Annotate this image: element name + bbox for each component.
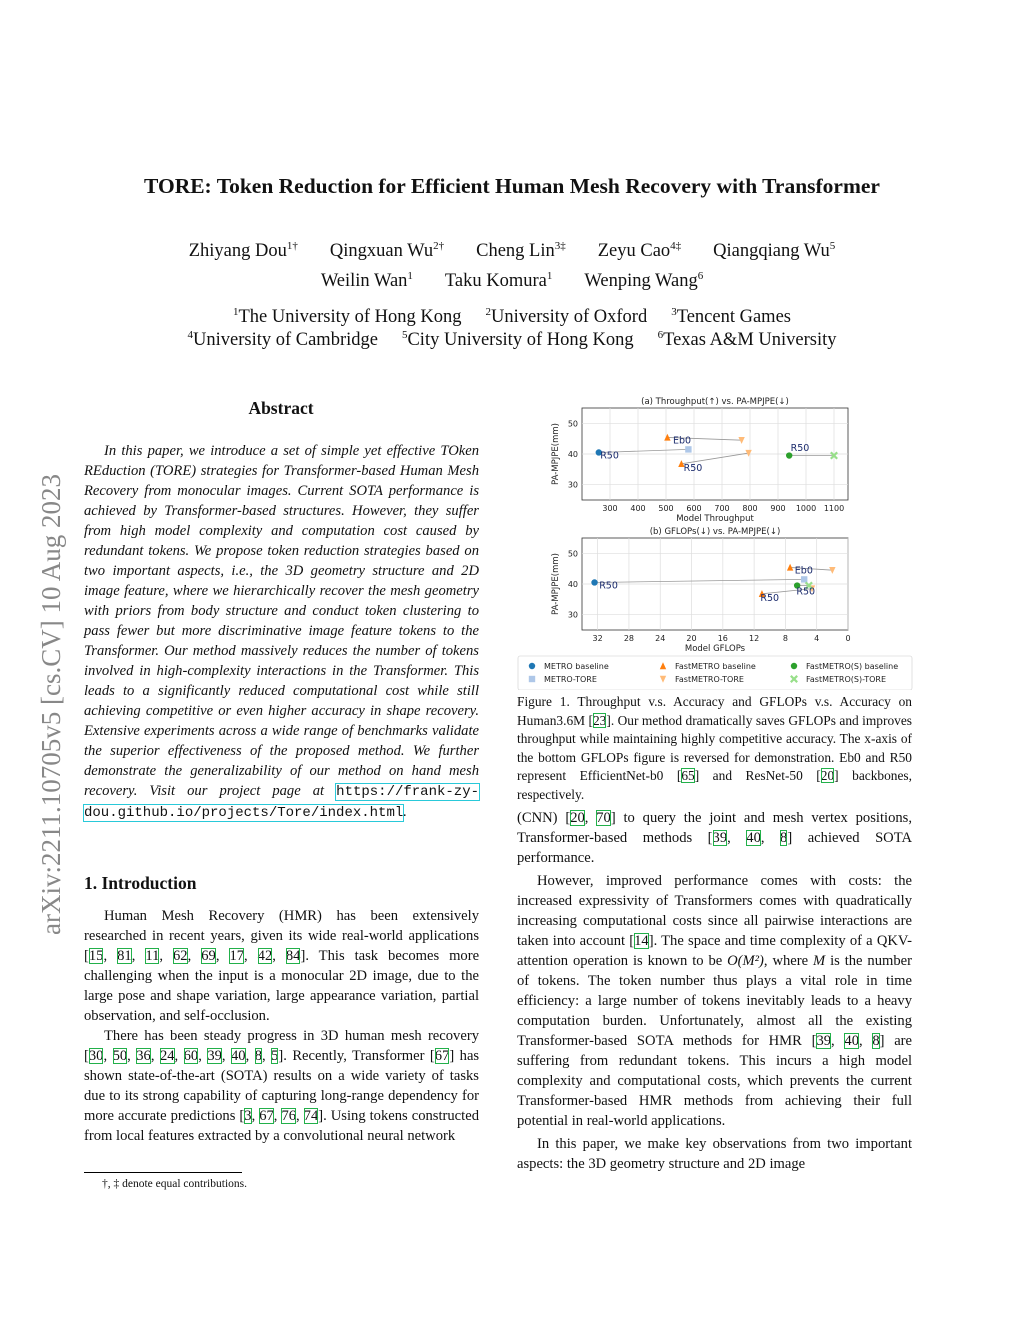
figure-1 [510,390,920,690]
citation-link[interactable]: 24 [159,1048,175,1064]
right-paragraph-1: (CNN) [20, 70] to query the joint and mesh vertex positions, Transformer-based methods [39, 40, 8] achieved SOTA performance. [517,810,913,866]
x-tick-label: 8 [782,634,788,643]
citation-link[interactable]: 40 [844,1033,859,1049]
x-tick-label: 20 [686,634,697,643]
y-tick-label: 30 [567,610,578,620]
footnote: †, ‡ denote equal contributions. [102,1178,247,1190]
introduction-body [84,906,479,1146]
citation-link[interactable]: 39 [712,830,728,846]
x-tick-label: 1100 [823,504,845,513]
x-tick-label: 1000 [795,504,817,513]
affiliations-line-1 [0,306,1024,328]
affiliation: $^1$The University of Hong Kong [233,306,462,328]
y-tick-label: 30 [567,480,578,490]
citation-link[interactable]: 14 [634,933,649,949]
author: Wenping Wang$^6$ [584,270,704,292]
x-tick-label: 16 [717,634,728,643]
y-tick-label: 50 [567,549,578,559]
citation-link[interactable]: 3 [244,1108,252,1124]
author: Zhiyang Dou$^{1\dagger}$ [188,240,298,262]
citation-link[interactable]: 8 [872,1033,880,1049]
citation-link[interactable]: 8 [254,1048,262,1064]
citation-link[interactable]: 40 [746,830,761,846]
citation-link[interactable]: 69 [201,948,216,964]
backbone-annotation: R50 [600,450,619,462]
authors-line-1 [0,240,1024,262]
y-tick-label: 50 [567,419,578,429]
x-tick-label: 12 [749,634,760,643]
legend-entry: FastMETRO baseline [675,662,756,671]
affiliation: $^2$University of Oxford [485,306,648,328]
x-tick-label: 600 [686,504,702,513]
x-tick-label: 0 [845,634,851,643]
paper-title: TORE: Token Reduction for Efficient Human Mesh Recovery with Transformer [144,174,880,198]
authors-line-2 [0,270,1024,292]
chart-title: (b) GFLOPs(↓) vs. PA-MPJPE(↓) [649,527,781,537]
x-tick-label: 900 [770,504,786,513]
backbone-annotation: R50 [760,592,780,604]
figure-1-plots [510,390,920,690]
citation-link[interactable]: 36 [136,1048,151,1064]
citation-link[interactable]: 70 [596,810,611,826]
backbone-annotation: R50 [796,586,816,598]
citation-link[interactable]: 74 [303,1108,319,1124]
x-tick-label: 500 [658,504,674,513]
legend-entry: METRO baseline [544,662,609,671]
affiliation: $^5$City University of Hong Kong [401,329,634,351]
x-tick-label: 300 [602,504,618,513]
author: Cheng Lin$^{3\ddagger}$ [476,240,566,262]
citation-link[interactable]: 5 [271,1048,279,1064]
x-tick-label: 28 [623,634,635,643]
y-axis-label: PA-MPJPE(mm) [551,423,561,485]
affiliation: $^6$Texas A&M University [657,329,837,351]
citation-link[interactable]: 67 [434,1048,450,1064]
legend-entry: FastMETRO-TORE [675,675,744,684]
introduction-heading: 1. Introduction [84,873,197,893]
citation-link[interactable]: 17 [229,948,245,964]
abstract-body: In this paper, we introduce a set of simple yet effective TOken REduction (TORE) strategies for Transformer-based Human Mesh Recovery from monocular images. Current SOTA performance is achieved by Transformer-based structures. However, they suffer from high model complexity and computation cost caused by redundant tokens. We propose token reduction strategies based on two important aspects, i.e., the 3D geometry structure and 2D image feature, where we hierarchically recover the mesh geometry with priors from body structure and conduct token clustering to pass fewer but more discriminative image feature tokens to the Transformer. Our method massively reduces the number of tokens involved in high-complexity interactions in the Transformer. This leads to a significantly reduced computational cost while still achieving competitive or even higher accuracy in shape recovery. Extensive experiments across a wide range of benchmarks validate the superior effectiveness of the proposed method. We further demonstrate the generalizability of our method on hand mesh recovery. Visit our project page at https://frank-zy-dou.github.io/projects/Tore/index.html. [84,443,479,821]
legend-entry: FastMETRO(S) baseline [806,662,899,671]
data-point [791,663,797,669]
author: Zeyu Cao$^{4\ddagger}$ [597,240,682,262]
citation-link[interactable]: 8 [780,830,788,846]
legend-entry: FastMETRO(S)-TORE [806,675,887,684]
citation-link[interactable]: 50 [112,1048,128,1064]
x-tick-label: 400 [630,504,646,513]
backbone-annotation: R50 [599,580,618,592]
abstract-heading: Abstract [248,398,314,418]
citation-link[interactable]: 40 [231,1048,246,1064]
intro-paragraph-2: There has been steady progress in 3D human mesh recovery [30, 50, 36, 24, 60, 39, 40, 8, 5]. Recently, Transformer [67] has shown state-of-the-art (SOTA) results on a wide variety of tasks due to its strong capability of capturing long-range dependency for more accurate predictions [3, 67, 76, 74]. Using tokens constructed from local features extracted by a convolutional neural network [84,1028,480,1144]
citation-link[interactable]: 84 [285,948,301,964]
citation-link[interactable]: 81 [117,948,132,964]
data-point [529,676,535,682]
y-tick-label: 40 [567,450,578,459]
x-axis-label: Model GFLOPs [684,644,746,654]
citation-link[interactable]: 76 [281,1108,297,1124]
y-tick-label: 40 [567,580,578,589]
citation-link[interactable]: 62 [173,948,188,964]
citation-link[interactable]: 42 [257,948,273,964]
x-tick-label: 700 [714,504,730,513]
author: Taku Komura$^1$ [444,270,553,292]
citation-link[interactable]: 39 [816,1033,832,1049]
x-tick-label: 24 [655,634,666,643]
math-expression: O(M²) [727,953,764,969]
backbone-annotation: Eb0 [673,435,692,447]
figure-1-caption: Figure 1. Throughput v.s. Accuracy and GFLOPs v.s. Accuracy on Human3.6M [23]. Our method dramatically saves GFLOPs and improves throughput while maintaining highly competitive accuracy. The x-axis of the bottom GFLOPs figure is reversed for demonstration. Eb0 and R50 represent EfficientNet-b0 [65] and ResNet-50 [20] backbones, respectively. [517,694,913,802]
citation-link[interactable]: 30 [88,1048,104,1064]
affiliation: $^3$Tencent Games [671,306,791,328]
backbone-annotation: Eb0 [794,565,813,577]
citation-link[interactable]: 20 [570,810,585,826]
backbone-annotation: R50 [790,442,810,454]
x-axis-label: Model Throughput [676,514,754,524]
arxiv-identifier [20,345,78,945]
right-paragraph-3: In this paper, we make key observations from two important aspects: the 3D geometry structure and 2D image [517,1136,912,1172]
right-column-body [517,808,912,1174]
author: Qingxuan $Wu^{2\dagger}$ [329,240,445,262]
arxiv-identifier-text: arXiv:2211.10705v5 [cs.CV] 10 Aug 2023 [36,474,66,935]
data-point [591,579,597,585]
author: Weilin Wan$^1$ [320,270,413,292]
citation-link[interactable]: 15 [88,948,104,964]
citation-link[interactable]: 60 [183,1048,199,1064]
math-expression: M [813,953,826,969]
data-point [685,446,691,452]
x-tick-label: 32 [592,634,603,643]
citation-link[interactable]: 11 [145,948,160,964]
legend-entry: METRO-TORE [544,675,597,684]
x-tick-label: 800 [742,504,758,513]
chart-title: (a) Throughput(↑) vs. PA-MPJPE(↓) [641,397,789,407]
abstract-text: In this paper, we introduce a set of simple yet effective TOken REduction (TORE) strategies for Transformer-based Human Mesh Recovery from monocular images. Current SOTA performance is achieved by Transformer-based structures. However, they suffer from high model complexity and computation cost caused by redundant tokens. We propose token reduction strategies based on two important aspects, i.e., the 3D geometry structure and 2D image feature, where we hierarchically recover the mesh geometry with priors from body structure and conduct token clustering to pass fewer but more discriminative image feature tokens to the Transformer. Our method massively reduces the number of tokens involved in high-complexity interactions in the Transformer. This leads to a significantly reduced computational cost while still achieving competitive or even higher accuracy in shape recovery. Extensive experiments across a wide range of benchmarks validate the superior effectiveness of the proposed method. We further demonstrate the generalizability of our method on hand mesh recovery. Visit our project page at [84,443,479,799]
footnote-rule [84,1172,242,1173]
y-axis-label: PA-MPJPE(mm) [551,553,561,615]
citation-link[interactable]: 39 [207,1048,222,1064]
backbone-annotation: R50 [683,462,703,474]
citation-link[interactable]: 67 [259,1108,274,1124]
author: Qiangqiang Wu$^5$ [713,240,836,262]
intro-paragraph-1: Human Mesh Recovery (HMR) has been extensively researched in recent years, given its wide real-world applications [15, 81, 11, 62, 69, 17, 42, 84]. This task becomes more challenging when the input is a monocular 2D image, due to the large pose and shape variation, large appearance variation, partial observation, and self-occlusion. [84,908,480,1024]
data-point [529,663,535,669]
affiliation: $^4$University of Cambridge [187,329,378,351]
x-tick-label: 4 [814,634,820,643]
affiliations-line-2 [0,329,1024,351]
citation-link[interactable]: 23 [592,712,607,728]
project-page-link[interactable]: https://frank-zy-dou.github.io/projects/Tore/index.html [84,784,479,821]
citation-link[interactable]: 20 [820,768,835,783]
citation-link[interactable]: 65 [681,768,695,783]
right-paragraph-2: However, improved performance comes with costs: the increased expressivity of Transformers comes with quadratically increasing computational costs since all pairwise interactions are taken into account [14]. The space and time complexity of a QKV-attention operation is known to be O(M²), where M is the number of tokens. The token number thus plays a vital role in time efficiency: a large number of tokens inevitably leads to a heavy computation burden. Unfortunately, almost all the existing Transformer-based SOTA methods for HMR [39, 40, 8] are suffering from redundant tokens. This incurs a high model complexity and computational costs, which prevents the current Transformer-based HMR methods from achieving their full potential in real-world applications. [517,873,913,1129]
